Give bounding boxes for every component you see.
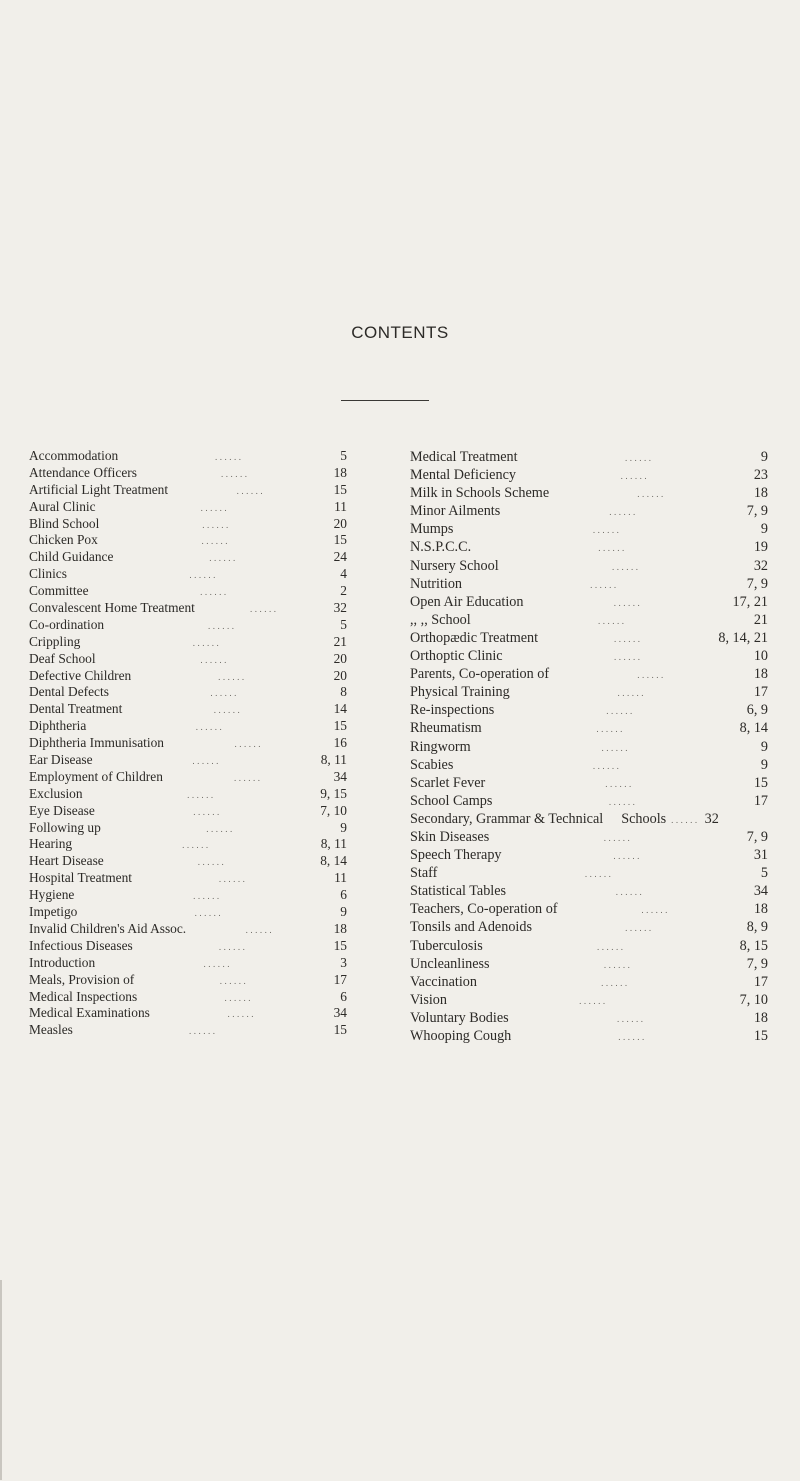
- contents-entry: [29, 853, 347, 870]
- entry-subject-continuation: Schools: [621, 810, 667, 827]
- leader-dots: [85, 635, 328, 652]
- entry-subject: Committee: [29, 583, 89, 599]
- entry-page-numbers: 20: [333, 515, 347, 531]
- leader-dots: [200, 601, 329, 618]
- entry-page-numbers: 8, 9: [746, 919, 768, 936]
- leader-dots: [508, 648, 749, 666]
- entry-page-numbers: 18: [753, 1009, 768, 1026]
- entry-page-numbers: 15: [333, 937, 347, 953]
- contents-entry: [410, 828, 768, 846]
- entry-subject: Artificial Light Treatment: [29, 481, 169, 497]
- leader-dots: [490, 775, 749, 793]
- entry-subject: Staff: [410, 865, 438, 882]
- leader-dots: [467, 576, 742, 594]
- entry-subject: Eye Disease: [29, 802, 95, 818]
- entry-subject: Impetigo: [29, 904, 78, 920]
- entry-page-numbers: 8, 11: [320, 752, 347, 768]
- contents-entry: [410, 575, 768, 593]
- leader-dots: [142, 466, 329, 483]
- entry-subject: Dental Treatment: [29, 701, 123, 717]
- leader-dots: [168, 770, 329, 787]
- entry-page-numbers: 18: [333, 920, 347, 936]
- leader-dots: [88, 787, 316, 804]
- entry-subject: Clinics: [29, 566, 67, 582]
- entry-subject: Medical Treatment: [410, 449, 518, 465]
- entry-page-numbers: 17: [753, 792, 768, 809]
- entry-subject: Hygiene: [29, 887, 75, 903]
- leader-dots: [78, 1023, 329, 1040]
- contents-entry: [29, 836, 347, 853]
- entry-subject: N.S.P.C.C.: [410, 539, 472, 556]
- leader-dots: [103, 533, 329, 550]
- entry-page-numbers: 7, 9: [746, 503, 768, 520]
- entry-page-numbers: 20: [333, 667, 347, 683]
- entry-subject: Minor Ailments: [410, 503, 501, 520]
- contents-entry: [410, 918, 768, 936]
- entry-page-numbers: 9: [760, 738, 768, 755]
- entry-page-numbers: 18: [753, 901, 768, 918]
- leader-dots: [523, 449, 756, 467]
- contents-entry: [410, 882, 768, 900]
- leader-dots: [109, 618, 335, 635]
- contents-entry: [410, 738, 768, 756]
- contents-entry: [29, 668, 347, 685]
- entry-page-numbers: 5: [340, 616, 347, 632]
- entry-subject: Mental Deficiency: [410, 467, 516, 484]
- leader-dots: [487, 720, 735, 738]
- entry-subject: Orthopædic Treatment: [410, 629, 539, 646]
- entry-subject: Employment of Children: [29, 768, 163, 784]
- entry-subject: Vision: [410, 991, 447, 1008]
- contents-entry: [410, 611, 768, 629]
- entry-subject: Co-ordination: [29, 616, 105, 632]
- contents-entry: [29, 938, 347, 955]
- entry-page-numbers: 32: [753, 557, 768, 574]
- entry-page-numbers: 18: [753, 485, 768, 502]
- contents-entry: [410, 774, 768, 792]
- entry-subject: Secondary, Grammar & Technical: [410, 810, 604, 827]
- entry-subject: Exclusion: [29, 785, 83, 801]
- leader-dots: [511, 883, 749, 901]
- entry-subject: Teachers, Co-operation of: [410, 901, 558, 918]
- leader-dots: [139, 973, 328, 990]
- title-divider: [341, 400, 429, 401]
- entry-subject: Mumps: [410, 521, 454, 538]
- leader-dots: [155, 1006, 329, 1023]
- leader-dots: [514, 1010, 749, 1028]
- contents-entry: [410, 1027, 768, 1045]
- entry-subject: Open Air Education: [410, 593, 524, 610]
- entry-subject: Crippling: [29, 633, 81, 649]
- entry-page-numbers: 15: [333, 1022, 347, 1038]
- leader-dots: [504, 558, 749, 576]
- entry-subject: Tonsils and Adenoids: [410, 919, 532, 936]
- entry-subject: Measles: [29, 1022, 73, 1038]
- entry-subject: Heart Disease: [29, 853, 104, 869]
- leader-dots: [497, 793, 748, 811]
- entry-page-numbers: 7, 9: [746, 575, 768, 592]
- leader-dots: [142, 990, 335, 1007]
- entry-page-numbers: 7, 9: [746, 955, 768, 972]
- contents-entry: [410, 810, 768, 828]
- entry-page-numbers: 24: [333, 549, 347, 565]
- contents-entry: [410, 538, 768, 556]
- entry-page-numbers: 9: [760, 756, 768, 773]
- contents-entry: [29, 921, 347, 938]
- entry-page-numbers: 7, 9: [746, 828, 768, 845]
- contents-entry: [410, 973, 768, 991]
- contents-entry: [29, 600, 347, 617]
- entry-page-numbers: 8, 14, 21: [718, 629, 768, 646]
- leader-dots: [543, 630, 713, 648]
- contents-entry: [29, 532, 347, 549]
- entry-page-numbers: 11: [334, 870, 347, 886]
- leader-dots: [91, 719, 328, 736]
- contents-entry: [410, 900, 768, 918]
- leader-dots: [499, 702, 741, 720]
- contents-entry: [410, 557, 768, 575]
- entry-page-numbers: 14: [333, 701, 347, 717]
- leader-dots: [101, 652, 329, 669]
- leader-dots: [563, 901, 749, 919]
- contents-entry: [29, 448, 347, 465]
- leader-dots: [516, 1028, 749, 1046]
- entry-page-numbers: 6, 9: [746, 702, 768, 719]
- entry-page-numbers: 9: [760, 449, 768, 465]
- contents-entry: [29, 752, 347, 769]
- leader-dots: [100, 956, 335, 973]
- contents-entry: [410, 701, 768, 719]
- entry-page-numbers: 15: [333, 532, 347, 548]
- leader-dots: [488, 938, 735, 956]
- leader-dots: [476, 739, 756, 757]
- contents-entry: [410, 466, 768, 484]
- entry-subject: Convalescent Home Treatment: [29, 600, 195, 616]
- entry-page-numbers: 5: [760, 865, 768, 882]
- contents-entry: [29, 634, 347, 651]
- entry-page-numbers: 8, 14: [739, 720, 768, 737]
- contents-entry: [410, 629, 768, 647]
- contents-entry: [29, 583, 347, 600]
- leader-dots: [173, 483, 329, 500]
- contents-entry: [29, 566, 347, 583]
- leader-dots: [118, 550, 328, 567]
- contents-entry: [29, 803, 347, 820]
- entry-subject: Dental Defects: [29, 684, 109, 700]
- contents-entry: [29, 870, 347, 887]
- entry-subject: Invalid Children's Aid Assoc.: [29, 920, 187, 936]
- contents-entry: [410, 756, 768, 774]
- entry-page-numbers: 8, 14: [320, 853, 347, 869]
- contents-entry: [410, 1009, 768, 1027]
- leader-dots: [507, 847, 749, 865]
- entry-page-numbers: 7, 10: [320, 802, 347, 818]
- leader-dots: [515, 684, 749, 702]
- contents-entry: [410, 864, 768, 882]
- entry-subject: Re-inspections: [410, 702, 495, 719]
- leader-dots: [494, 829, 742, 847]
- contents-entry: [29, 989, 347, 1006]
- entry-page-numbers: 5: [340, 448, 347, 463]
- leader-dots: [109, 854, 315, 871]
- leader-dots: [521, 467, 749, 485]
- contents-entry: [29, 972, 347, 989]
- entry-page-numbers: 31: [753, 847, 768, 864]
- contents-entry: [29, 718, 347, 735]
- entry-page-numbers: 15: [333, 481, 347, 497]
- leader-dots: [104, 517, 328, 534]
- entry-subject: Scarlet Fever: [410, 774, 486, 791]
- entry-subject: Meals, Provision of: [29, 971, 135, 987]
- contents-entry: [410, 719, 768, 737]
- entry-subject: Statistical Tables: [410, 883, 507, 900]
- leader-dots: [442, 865, 756, 883]
- entry-page-numbers: 34: [333, 768, 347, 784]
- entry-subject: ,, ,, School: [410, 611, 471, 628]
- entry-subject: Nutrition: [410, 575, 463, 592]
- entry-subject: Skin Diseases: [410, 828, 490, 845]
- contents-entry: [410, 520, 768, 538]
- entry-subject: Diphtheria Immunisation: [29, 735, 164, 751]
- contents-entry: [410, 647, 768, 665]
- contents-entry: [410, 792, 768, 810]
- entry-subject: Medical Examinations: [29, 1005, 150, 1021]
- contents-left-column: [29, 448, 347, 1039]
- entry-page-numbers: 8, 15: [739, 937, 768, 954]
- entry-subject: Whooping Cough: [410, 1028, 512, 1044]
- contents-entry: [29, 701, 347, 718]
- entry-subject: Blind School: [29, 515, 100, 531]
- leader-dots: [100, 804, 315, 821]
- contents-entry: [29, 516, 347, 533]
- contents-entry: [410, 484, 768, 502]
- entry-subject: Tuberculosis: [410, 937, 483, 954]
- entry-page-numbers: 9: [340, 819, 347, 835]
- contents-entry: [29, 465, 347, 482]
- leader-dots: [458, 521, 756, 539]
- entry-page-numbers: 17: [753, 973, 768, 990]
- entry-page-numbers: 34: [753, 883, 768, 900]
- contents-entry: [29, 1005, 347, 1022]
- entry-subject: Child Guidance: [29, 549, 114, 565]
- entry-subject: Speech Therapy: [410, 847, 502, 864]
- contents-entry: [410, 937, 768, 955]
- contents-entry: [410, 502, 768, 520]
- leader-dots: [476, 539, 749, 557]
- entry-subject: Uncleanliness: [410, 955, 490, 972]
- leader-dots: [123, 449, 335, 466]
- entry-subject: Infectious Diseases: [29, 937, 133, 953]
- contents-entry: [410, 665, 768, 683]
- entry-page-numbers: 21: [753, 611, 768, 628]
- contents-entry: [29, 651, 347, 668]
- entry-subject: Hearing: [29, 836, 73, 852]
- leader-dots: [137, 871, 329, 888]
- leader-dots: [136, 669, 328, 686]
- entry-page-numbers: 17: [333, 971, 347, 987]
- entry-subject: Hospital Treatment: [29, 870, 133, 886]
- leader-dots: [528, 594, 727, 612]
- leader-dots: [138, 939, 329, 956]
- contents-entry: [29, 786, 347, 803]
- entry-subject: Milk in Schools Scheme: [410, 485, 550, 502]
- leader-dots: [77, 837, 316, 854]
- leader-dots: [505, 503, 741, 521]
- leader-dots: [94, 584, 336, 601]
- contents-entry: [410, 448, 768, 466]
- leader-dots: [72, 567, 335, 584]
- entry-subject: Diphtheria: [29, 718, 87, 734]
- contents-entry: [29, 769, 347, 786]
- contents-entry: [29, 904, 347, 921]
- leader-dots: [101, 500, 330, 517]
- entry-subject: Nursery School: [410, 557, 499, 574]
- contents-entry: [29, 955, 347, 972]
- entry-page-numbers: 6: [340, 887, 347, 903]
- contents-entry: [29, 1022, 347, 1039]
- entry-page-numbers: 6: [340, 988, 347, 1004]
- entry-page-numbers: 17: [753, 684, 768, 701]
- leader-dots: [476, 612, 749, 630]
- entry-page-numbers: 19: [753, 539, 768, 556]
- leader-dots: [554, 485, 749, 503]
- scan-edge-mark: [0, 1280, 2, 1480]
- entry-subject: School Camps: [410, 792, 493, 809]
- leader-dots: [114, 685, 335, 702]
- contents-entry: [29, 549, 347, 566]
- contents-entry: [410, 593, 768, 611]
- entry-page-numbers: 15: [333, 718, 347, 734]
- entry-page-numbers: 16: [333, 735, 347, 751]
- contents-right-column: [410, 448, 768, 1045]
- entry-subject: Deaf School: [29, 650, 96, 666]
- entry-subject: Following up: [29, 819, 101, 835]
- contents-entry: [29, 617, 347, 634]
- leader-dots: [671, 811, 700, 829]
- entry-page-numbers: 15: [753, 1028, 768, 1044]
- entry-subject: Introduction: [29, 954, 96, 970]
- entry-page-numbers: 15: [753, 774, 768, 791]
- entry-subject: Accommodation: [29, 448, 119, 463]
- entry-subject: Defective Children: [29, 667, 132, 683]
- entry-page-numbers: 9: [340, 904, 347, 920]
- entry-page-numbers: 7, 10: [739, 991, 768, 1008]
- entry-page-numbers: 20: [333, 650, 347, 666]
- entry-subject: Orthoptic Clinic: [410, 648, 503, 665]
- entry-subject: Vaccination: [410, 973, 477, 990]
- leader-dots: [82, 905, 335, 922]
- entry-subject: Rheumatism: [410, 720, 482, 737]
- entry-page-numbers: 18: [333, 464, 347, 480]
- entry-page-numbers: 17, 21: [732, 593, 768, 610]
- entry-subject: Voluntary Bodies: [410, 1009, 509, 1026]
- entry-page-numbers: 34: [333, 1005, 347, 1021]
- page-title: CONTENTS: [351, 323, 449, 343]
- leader-dots: [554, 666, 749, 684]
- entry-page-numbers: 4: [340, 566, 347, 582]
- leader-dots: [191, 922, 328, 939]
- entry-subject: Attendance Officers: [29, 464, 137, 480]
- entry-page-numbers: 8, 11: [320, 836, 347, 852]
- entry-page-numbers: 21: [333, 633, 347, 649]
- entry-subject: Chicken Pox: [29, 532, 98, 548]
- contents-entry: [29, 887, 347, 904]
- contents-entry: [29, 499, 347, 516]
- contents-entry: [410, 991, 768, 1009]
- entry-subject: Physical Training: [410, 684, 510, 701]
- entry-subject: Ear Disease: [29, 752, 93, 768]
- contents-entry: [29, 684, 347, 701]
- entry-subject: Parents, Co-operation of: [410, 666, 550, 683]
- entry-page-numbers: 32: [704, 810, 719, 827]
- entry-subject: Scabies: [410, 756, 454, 773]
- contents-entry: [410, 846, 768, 864]
- leader-dots: [495, 956, 742, 974]
- entry-page-numbers: 8: [340, 684, 347, 700]
- leader-dots: [106, 821, 335, 838]
- contents-entry: [29, 482, 347, 499]
- leader-dots: [482, 974, 749, 992]
- entry-page-numbers: 32: [333, 600, 347, 616]
- entry-page-numbers: 11: [334, 498, 347, 514]
- leader-dots: [79, 888, 335, 905]
- entry-continuation-line: [603, 810, 719, 828]
- leader-dots: [452, 992, 735, 1010]
- leader-dots: [169, 736, 329, 753]
- entry-page-numbers: 18: [753, 666, 768, 683]
- leader-dots: [98, 753, 316, 770]
- entry-subject: Medical Inspections: [29, 988, 138, 1004]
- entry-page-numbers: 10: [753, 648, 768, 665]
- entry-page-numbers: 2: [340, 583, 347, 599]
- entry-page-numbers: 9: [760, 521, 768, 538]
- entry-page-numbers: 3: [340, 954, 347, 970]
- contents-entry: [29, 735, 347, 752]
- leader-dots: [537, 919, 742, 937]
- contents-entry: [410, 955, 768, 973]
- entry-subject: Aural Clinic: [29, 498, 96, 514]
- entry-page-numbers: 23: [753, 467, 768, 484]
- entry-page-numbers: 9, 15: [320, 785, 347, 801]
- leader-dots: [458, 757, 756, 775]
- contents-entry: [410, 683, 768, 701]
- entry-subject: Ringworm: [410, 738, 471, 755]
- leader-dots: [127, 702, 328, 719]
- contents-entry: [29, 820, 347, 837]
